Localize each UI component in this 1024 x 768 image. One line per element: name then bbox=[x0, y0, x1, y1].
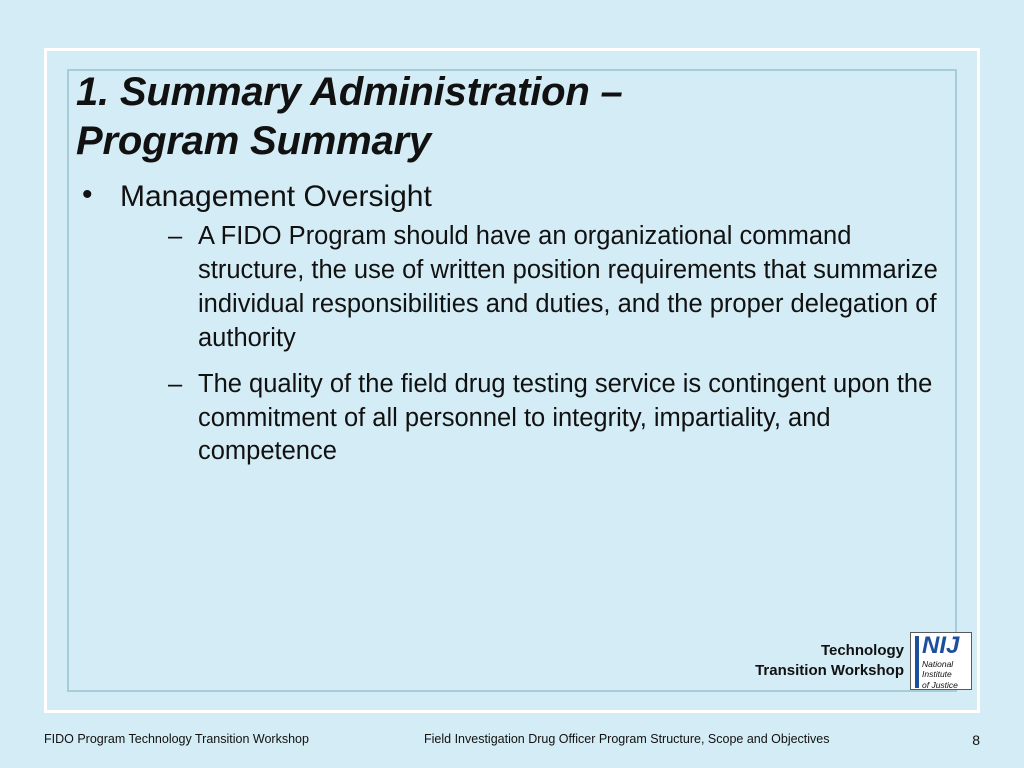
page-title: 1. Summary Administration – Program Summary bbox=[76, 70, 623, 163]
nij-fullname-line3: of Justice bbox=[922, 679, 958, 690]
bullet-text: Management Oversight bbox=[120, 179, 432, 213]
dash-marker-icon: – bbox=[168, 221, 183, 250]
nij-fullname-line2: Institute bbox=[922, 669, 952, 680]
bullet-text: A FIDO Program should have an organizational command structure, the use of written position requirements that summarize individual responsibilities and duties, and the proper delegation of authority bbox=[198, 221, 938, 352]
bullet-list-level2 bbox=[120, 220, 956, 469]
footer-center-text: Field Investigation Drug Officer Program Structure, Scope and Objectives bbox=[424, 732, 830, 746]
dash-marker-icon: – bbox=[168, 369, 183, 398]
workshop-logo-text bbox=[755, 641, 904, 682]
list-item bbox=[120, 368, 956, 470]
bullet-text: The quality of the field drug testing service is contingent upon the commitment of all personnel to integrity, impartiality, and competence bbox=[198, 369, 933, 466]
list-item bbox=[120, 220, 956, 356]
nij-acronym: NIJ bbox=[922, 632, 960, 659]
bullet-marker-icon: • bbox=[82, 177, 93, 211]
nij-seal-icon bbox=[910, 632, 972, 690]
slide-footer bbox=[0, 732, 1024, 756]
workshop-logo-line1: Technology bbox=[820, 641, 904, 659]
page-number: 8 bbox=[972, 732, 980, 748]
nij-fullname-line1: National bbox=[922, 659, 954, 669]
nij-bar-decoration bbox=[915, 636, 919, 688]
footer-left-text: FIDO Program Technology Transition Workshop bbox=[44, 732, 309, 746]
nij-logo bbox=[755, 632, 972, 690]
workshop-logo-line2: Transition Workshop bbox=[755, 662, 904, 679]
nij-fullname bbox=[922, 659, 958, 690]
slide-content bbox=[76, 68, 956, 481]
list-item bbox=[76, 178, 956, 470]
bullet-list-level1 bbox=[76, 178, 956, 470]
